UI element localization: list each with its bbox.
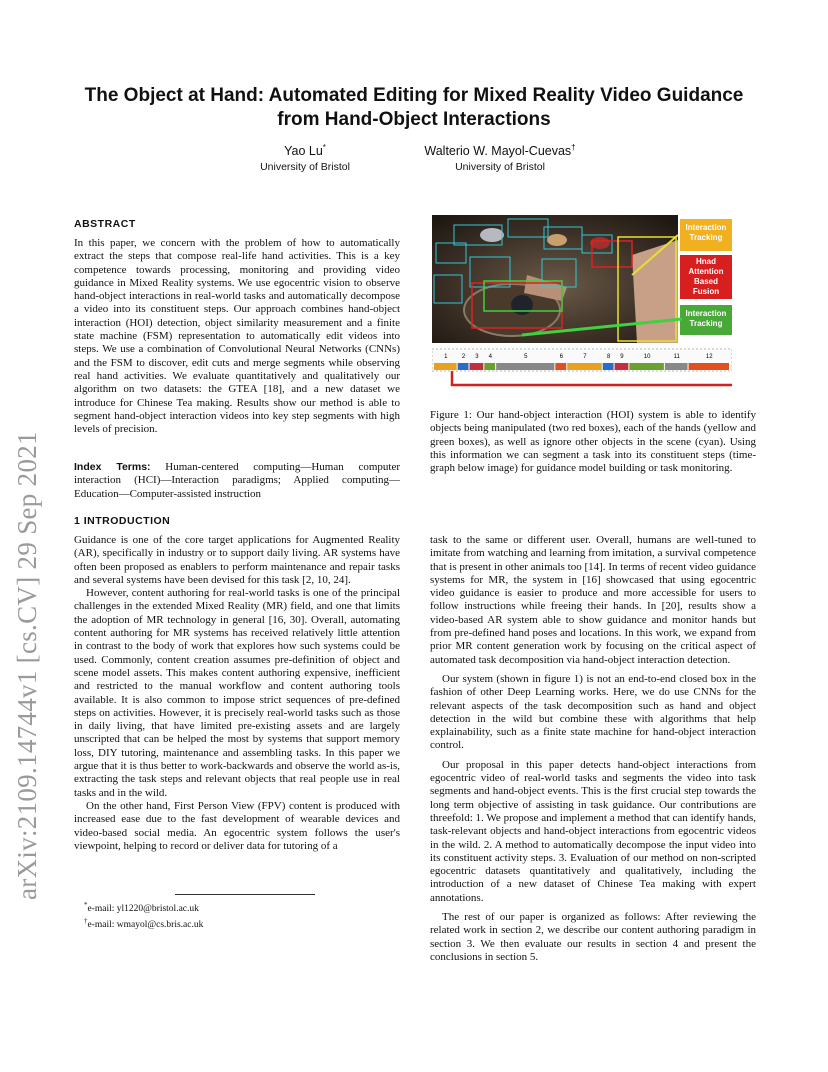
timeline-segment (496, 363, 554, 370)
figure-1 (432, 215, 732, 395)
footnote-text: e-mail: yl1220@bristol.ac.uk (87, 904, 199, 915)
teapot (511, 295, 533, 315)
footnote-mark: † (84, 917, 88, 926)
label-interaction-tracking-bottom: Interaction Tracking (685, 309, 727, 328)
paper-title (60, 84, 768, 132)
index-terms-label: Index Terms: (74, 461, 151, 473)
abstract-text: In this paper, we concern with the problem of how to automatically extract the steps that compose real-life hand activities. This is a key competence towards processing, monitoring and providing video guidance in Mixed Reality systems. We use egocentric vision to observe hand-object interactions in real-world tasks and automatically decompose a video into its constituent steps. Our approach combines hand-object interaction (HOI) detection, object similarity measurement and a finite state machine (FSM) representation to automatically edit videos into steps. We use a combination of Convolutional Neural Networks (CNNs) and the FSM to discover, edit cuts and merge segments while observing real hand activities. We evaluate quantitatively and qualitatively our algorithm on two datasets: the GTEA [18], and a new dataset we introduce for Chinese Tea making. Results show our method is able to segment hand-object interaction videos into key step segments with high levels of precision. (74, 237, 400, 436)
footnote-mark: * (84, 901, 88, 909)
index-terms (74, 461, 400, 501)
author-2 (395, 143, 605, 173)
title-line-2: from Hand-Object Interactions (277, 109, 551, 130)
timeline-step-label: 12 (705, 354, 713, 360)
paragraph: The rest of our paper is organized as follows: After reviewing the related work in section 2, we describe our content authoring paradigm in section 3. We then evaluate our results in section 4 and present the conclusions in section 5. (430, 911, 756, 963)
footnote-text: e-mail: wmayol@cs.bris.ac.uk (87, 920, 204, 931)
timeline-step-label: 10 (643, 354, 651, 360)
timeline-segment (689, 363, 729, 370)
timeline-step-label: 8 (606, 354, 611, 360)
timeline-segment (603, 363, 614, 370)
index-terms-text: Human-centered computing—Human computer interaction (HCI)—Interaction paradigms; Applied computing—Education—Computer-assisted instruction (74, 461, 400, 500)
timeline-segment (484, 363, 495, 370)
paragraph: However, content authoring for real-world tasks is one of the principal challenges in the extended Mixed Reality (MR) field, and one that limits the adoption of MR technology in general [16, 30]. Overall, automating content authoring for MR systems has received relatively little attention in contrast to the body of work that explores how such systems could be used. Commonly, content creation assumes pre-definition of object and scene model assets. This makes content authoring expensive, inefficient and restricted to the manual workflow and content authoring tools available. It is also common to impose strict sequences of pre-defined steps on activities. However, it is precisely real-world tasks such as those in daily living, that have limited pre-existing assets and are largely unscripted that can be helped the most by systems that support memory loss, DIY tutoring, maintenance and assembling tasks. In this paper we argue that it is thus better to work-backwards and observe the world as-is, extracting the task steps and relevant objects that real people use in real tasks and in the wild. (74, 587, 400, 799)
timeline-segment (434, 363, 457, 370)
title-line-1: The Object at Hand: Automated Editing for Mixed Reality Video Guidance (84, 85, 744, 106)
footnotes (84, 899, 384, 931)
paragraph: Guidance is one of the core target applications for Augmented Reality (AR), specifically in industry or to support daily living. AR systems have often been proposed as enablers to perform maintenance and repair tasks and several systems have been devised for this task [2, 10, 24]. (74, 534, 400, 586)
paragraph: Our proposal in this paper detects hand-object interactions from egocentric video of real-world tasks and segments the video into task segments and hand-object events. This is the first crucial step towards the long term objective of assisting in task guidance. Our contributions are threefold: 1. We propose and implement a method that can identify hands, task-relevant objects and hand-object interactions from egocentric videos in the wild. 2. A method to automatically decompose the input video into its constituent activity steps. 3. Evaluation of our method on non-scripted egocentric datasets quantitatively and qualitatively, including the introduction of a new dataset of Chinese Tea making with expert annotations. (430, 758, 756, 904)
abstract-heading: ABSTRACT (74, 218, 136, 230)
author-affiliation: University of Bristol (260, 161, 350, 174)
intro-text (74, 534, 400, 853)
timeline-segment (458, 363, 469, 370)
footnote-rule (175, 894, 315, 895)
timeline-bars (434, 363, 729, 370)
author-name: Yao Lu (284, 144, 323, 159)
author-name: Walterio W. Mayol-Cuevas (424, 144, 572, 159)
paragraph: Our system (shown in figure 1) is not an end-to-end closed box in the fashion of other Deep Learning works. Here, we do use CNNs for the relevant aspects of the task decomposition such as hand and object detection in the wild but combine these with algorithms that help explainability, such as a finite state machine for hand-object interaction control. (430, 672, 756, 752)
section-heading-introduction: 1 INTRODUCTION (74, 515, 171, 527)
footnote-1 (84, 899, 384, 915)
timeline-segment (629, 363, 664, 370)
figure-1-caption: Figure 1: Our hand-object interaction (HOI) system is able to identify objects being manipulated (two red boxes), each of the hands (yellow and green boxes), as well as ignore other objects in the scene (cyan). Using this information we can segment a task into its constituent steps (time-graph below image) for guidance model building or task monitoring. (430, 409, 756, 475)
timeline-step-label: 7 (583, 354, 587, 360)
timeline-segment (555, 363, 566, 370)
timeline-step-label: 5 (524, 354, 528, 360)
author-affiliation: University of Bristol (455, 161, 545, 174)
timeline-step-label: 2 (461, 354, 466, 360)
timeline-step-label: 1 (444, 354, 448, 360)
timeline-step-label: 11 (673, 354, 680, 360)
timeline-segment (470, 363, 484, 370)
timeline-step-label: 3 (475, 354, 479, 360)
timeline-segment (665, 363, 688, 370)
label-attention-fusion: Hnad Attention Based Fusion (688, 257, 724, 296)
footnote-2 (84, 915, 384, 931)
cup (547, 234, 567, 246)
timeline-step-label: 4 (488, 354, 492, 360)
cup (480, 228, 504, 242)
timeline-segment (567, 363, 602, 370)
author-1 (220, 143, 390, 173)
paragraph: On the other hand, First Person View (FPV) content is produced with increased ease due to the fast development of wearable devices and video-based social media. An egocentric system follows the user's viewpoint, helping to record or deliver data for tutoring of a (74, 799, 400, 852)
cup (590, 237, 610, 249)
right-column-text (430, 534, 756, 964)
timeline-segment (615, 363, 629, 370)
author-mark: * (322, 143, 326, 152)
author-mark: † (571, 143, 576, 152)
arxiv-stamp: arXiv:2109.14744v1 [cs.CV] 29 Sep 2021 (12, 431, 42, 900)
timeline-step-label: 6 (559, 354, 563, 360)
paragraph: task to the same or different user. Overall, humans are well-tuned to imitate from watching and learning from imitation, a survival competence that is present in other animals too [14]. In terms of recent video guidance systems for MR, the system in [16] showcased that using egocentric video guidance is easier to produce and more accessible for users to follow instructions while freeing their hands. In [20], results show a video-based AR system able to show guidance and monitor hands but from pre-defined hand poses and locations. In this work, we expand from prior MR content generation work by focusing on the critical aspect of automated task decomposition via hand-object interaction detection. (430, 534, 756, 666)
timeline-step-label: 9 (620, 354, 624, 360)
label-interaction-tracking-top: Interaction Tracking (685, 223, 727, 242)
